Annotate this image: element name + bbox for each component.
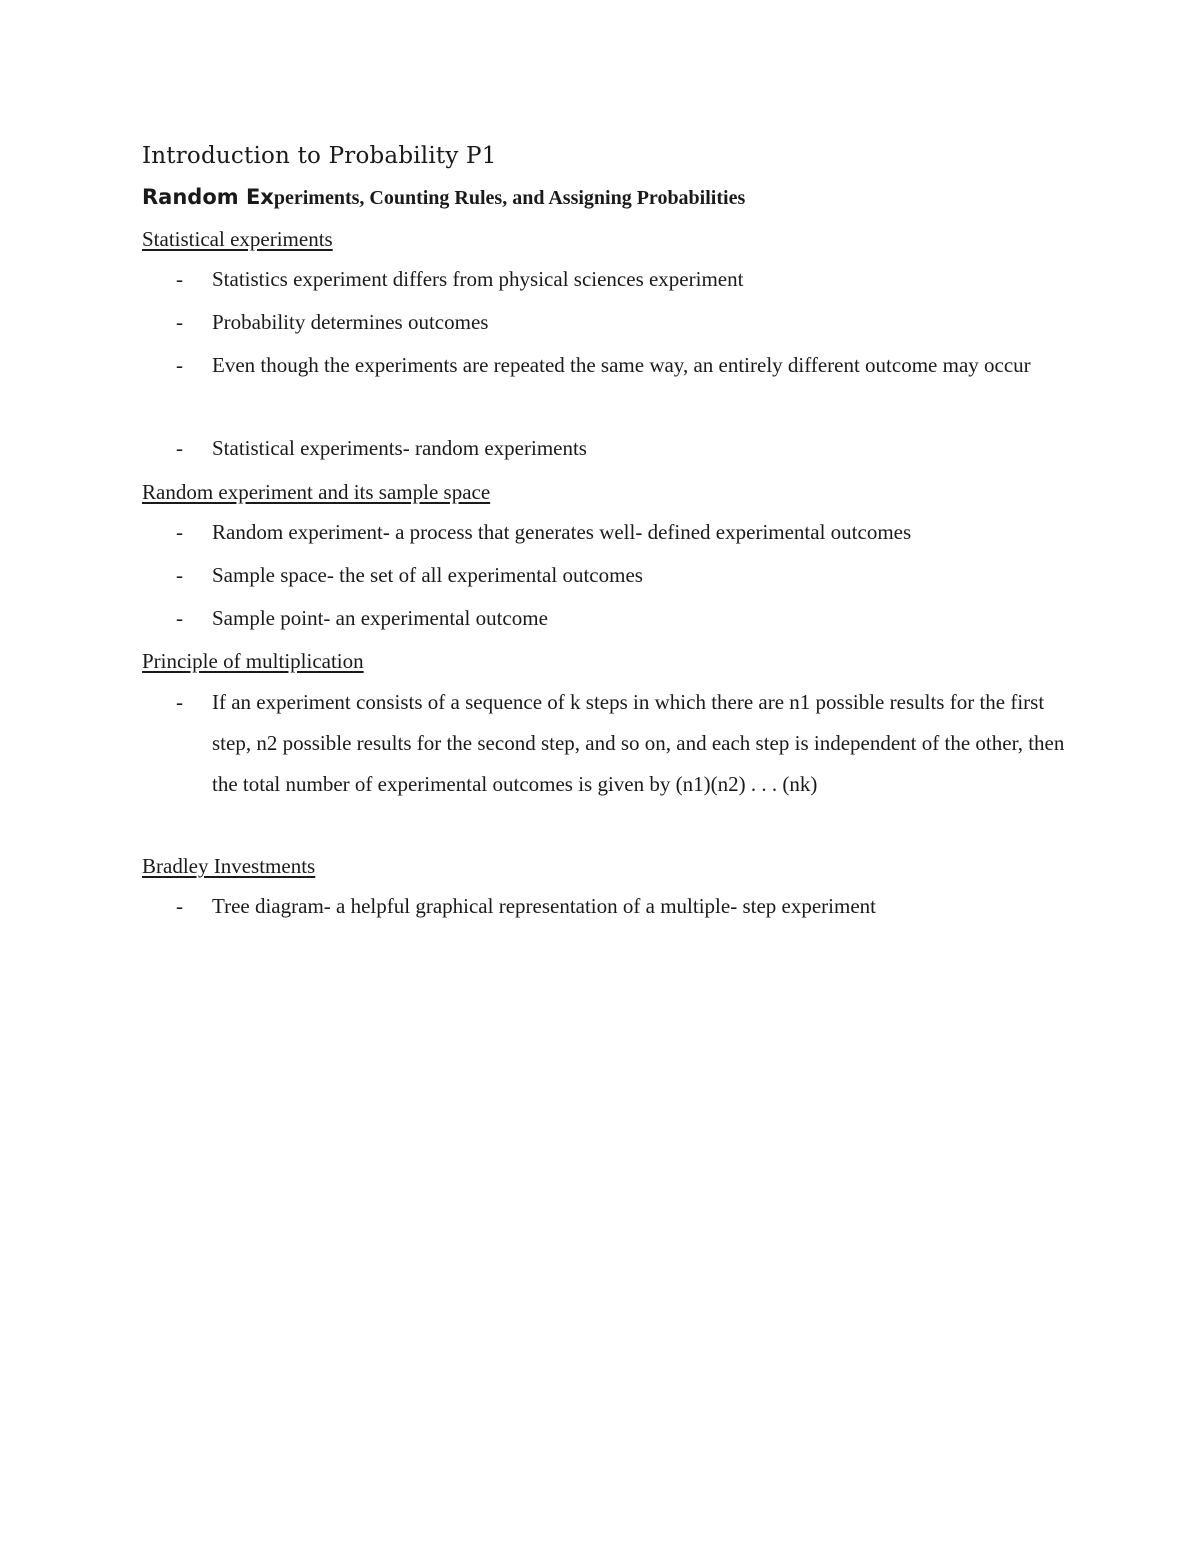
page-subtitle	[142, 181, 745, 214]
list-item-text: Probability determines outcomes	[212, 310, 489, 334]
bullet-dash: -	[176, 563, 183, 587]
bullet-dash: -	[176, 353, 183, 377]
bullet-dash: -	[176, 690, 183, 714]
list-item	[176, 345, 1076, 427]
page-title: Introduction to Probability P1	[142, 143, 497, 169]
list-item	[176, 598, 1076, 639]
bullet-dash: -	[176, 520, 183, 544]
section-heading-principle-of-multiplication: Principle of multiplication	[142, 649, 364, 673]
list-item-text: Even though the experiments are repeated the same way, an entirely different outcome may occur	[212, 353, 1031, 377]
list-item-text: Sample point- an experimental outcome	[212, 606, 548, 630]
bullet-dash: -	[176, 894, 183, 918]
list-item	[176, 555, 1076, 596]
bullet-dash: -	[176, 267, 183, 291]
list-item	[176, 302, 1076, 343]
section-heading-bradley-investments: Bradley Investments	[142, 854, 316, 878]
bullet-dash: -	[176, 606, 183, 630]
bullet-dash: -	[176, 436, 183, 460]
subtitle-lead: Random Ex	[142, 185, 274, 209]
list-item	[176, 259, 1076, 300]
list-item-text: Statistics experiment differs from physical sciences experiment	[212, 267, 744, 291]
list-item-text: Tree diagram- a helpful graphical representation of a multiple- step experiment	[212, 894, 876, 918]
list-item	[176, 512, 1076, 553]
list-item-text: Statistical experiments- random experiments	[212, 436, 587, 460]
bullet-dash: -	[176, 310, 183, 334]
list-item-text: Sample space- the set of all experimental outcomes	[212, 563, 643, 587]
list-item	[176, 428, 1076, 469]
section-heading-statistical-experiments: Statistical experiments	[142, 227, 333, 251]
list-item-text: If an experiment consists of a sequence of k steps in which there are n1 possible results for the first step, n2 possible results for the second step, and so on, and each step is independent of the other, then the total number of experimental outcomes is given by (n1)(n2) . . . (nk)	[212, 690, 1065, 796]
subtitle-rest: periments, Counting Rules, and Assigning Probabilities	[273, 187, 746, 209]
list-item	[176, 886, 1076, 927]
section-heading-random-experiment: Random experiment and its sample space	[142, 480, 491, 504]
list-item	[176, 682, 1076, 846]
list-item-text: Random experiment- a process that generates well- defined experimental outcomes	[212, 520, 912, 544]
